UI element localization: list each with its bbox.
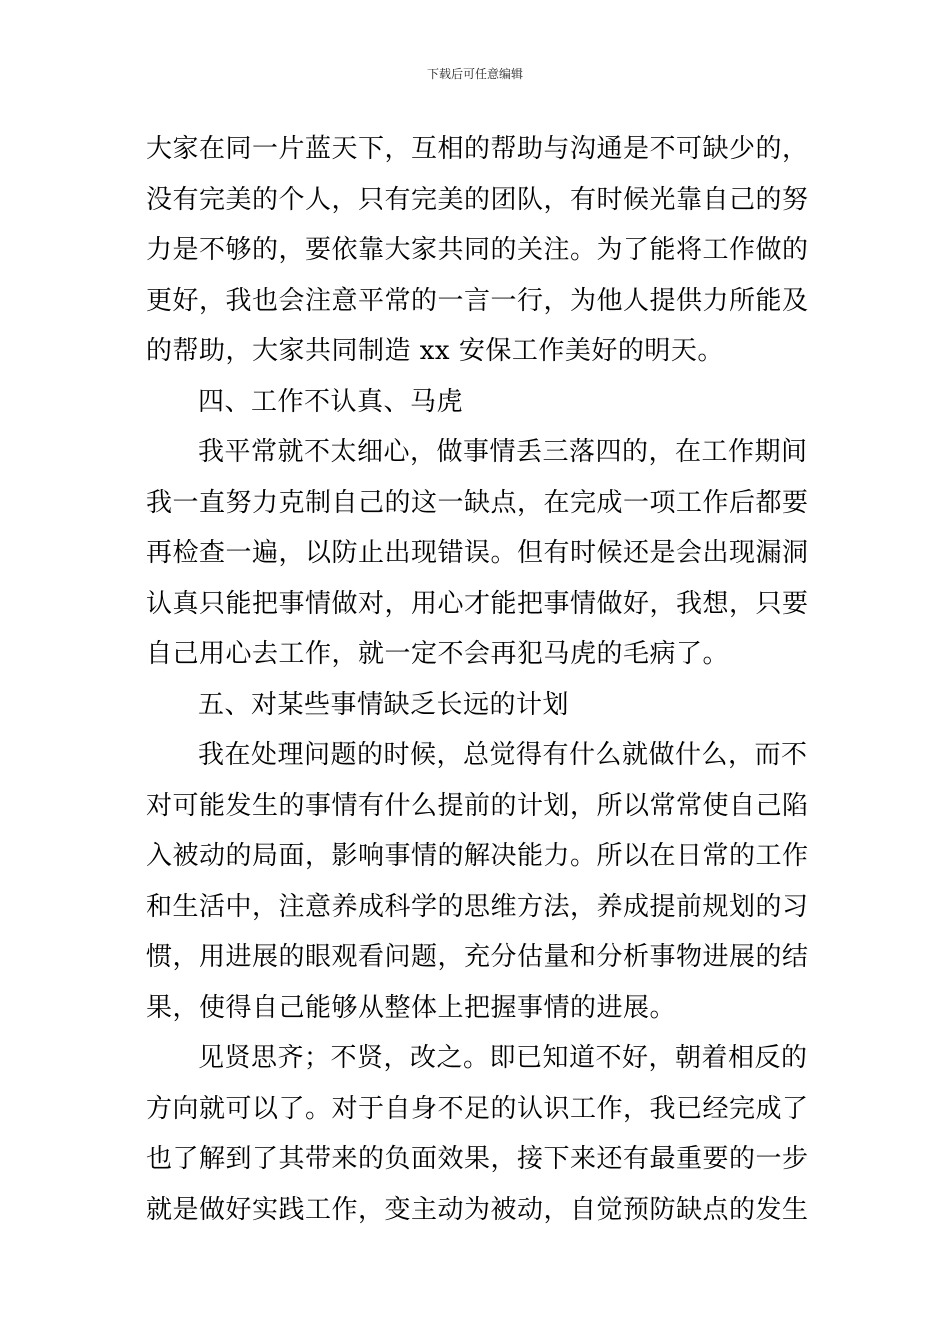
document-body <box>146 124 808 1235</box>
text-line: 力是不够的，要依靠大家共同的关注。为了能将工作做的 <box>146 235 809 265</box>
text-line: 入被动的局面，影响事情的解决能力。所以在日常的工作 <box>146 841 809 871</box>
text-line: 也了解到了其带来的负面效果，接下来还有最重要的一步 <box>146 1144 809 1174</box>
text-line: 大家在同一片蓝天下，互相的帮助与沟通是不可缺少的， <box>146 134 809 164</box>
text-line: 认真只能把事情做对，用心才能把事情做好，我想，只要 <box>146 588 809 619</box>
text-line: 惯，用进展的眼观看问题，充分估量和分析事物进展的结 <box>146 942 809 972</box>
section-heading: 四、工作不认真、马虎 <box>198 386 464 417</box>
text-line: 再检查一遍，以防止出现错误。但有时候还是会出现漏洞 <box>146 538 809 568</box>
text-line: 的帮助，大家共同制造 xx 安保工作美好的明天。 <box>146 336 724 366</box>
text-line: 没有完美的个人，只有完美的团队，有时候光靠自己的努 <box>146 184 809 215</box>
text-line: 就是做好实践工作，变主动为被动，自觉预防缺点的发生 <box>146 1194 809 1225</box>
text-line: 果，使得自己能够从整体上把握事情的进展。 <box>146 992 677 1023</box>
text-line: 自己用心去工作，就一定不会再犯马虎的毛病了。 <box>146 639 730 669</box>
text-line: 方向就可以了。对于自身不足的认识工作，我已经完成了 <box>146 1093 809 1124</box>
text-line: 我一直努力克制自己的这一缺点，在完成一项工作后都要 <box>146 487 809 518</box>
page-header: 下载后可任意编辑 <box>426 67 523 81</box>
text-line: 对可能发生的事情有什么提前的计划，所以常常使自己陷 <box>146 790 809 821</box>
text-line: 和生活中，注意养成科学的思维方法，养成提前规划的习 <box>146 891 809 922</box>
paragraph-start: 见贤思齐；不贤，改之。即已知道不好，朝着相反的 <box>198 1043 808 1073</box>
text-line: 更好，我也会注意平常的一言一行，为他人提供力所能及 <box>146 285 809 316</box>
paragraph-start: 我在处理问题的时候，总觉得有什么就做什么，而不 <box>198 740 808 770</box>
paragraph-start: 我平常就不太细心，做事情丢三落四的，在工作期间 <box>198 437 808 467</box>
section-heading: 五、对某些事情缺乏长远的计划 <box>198 689 570 720</box>
